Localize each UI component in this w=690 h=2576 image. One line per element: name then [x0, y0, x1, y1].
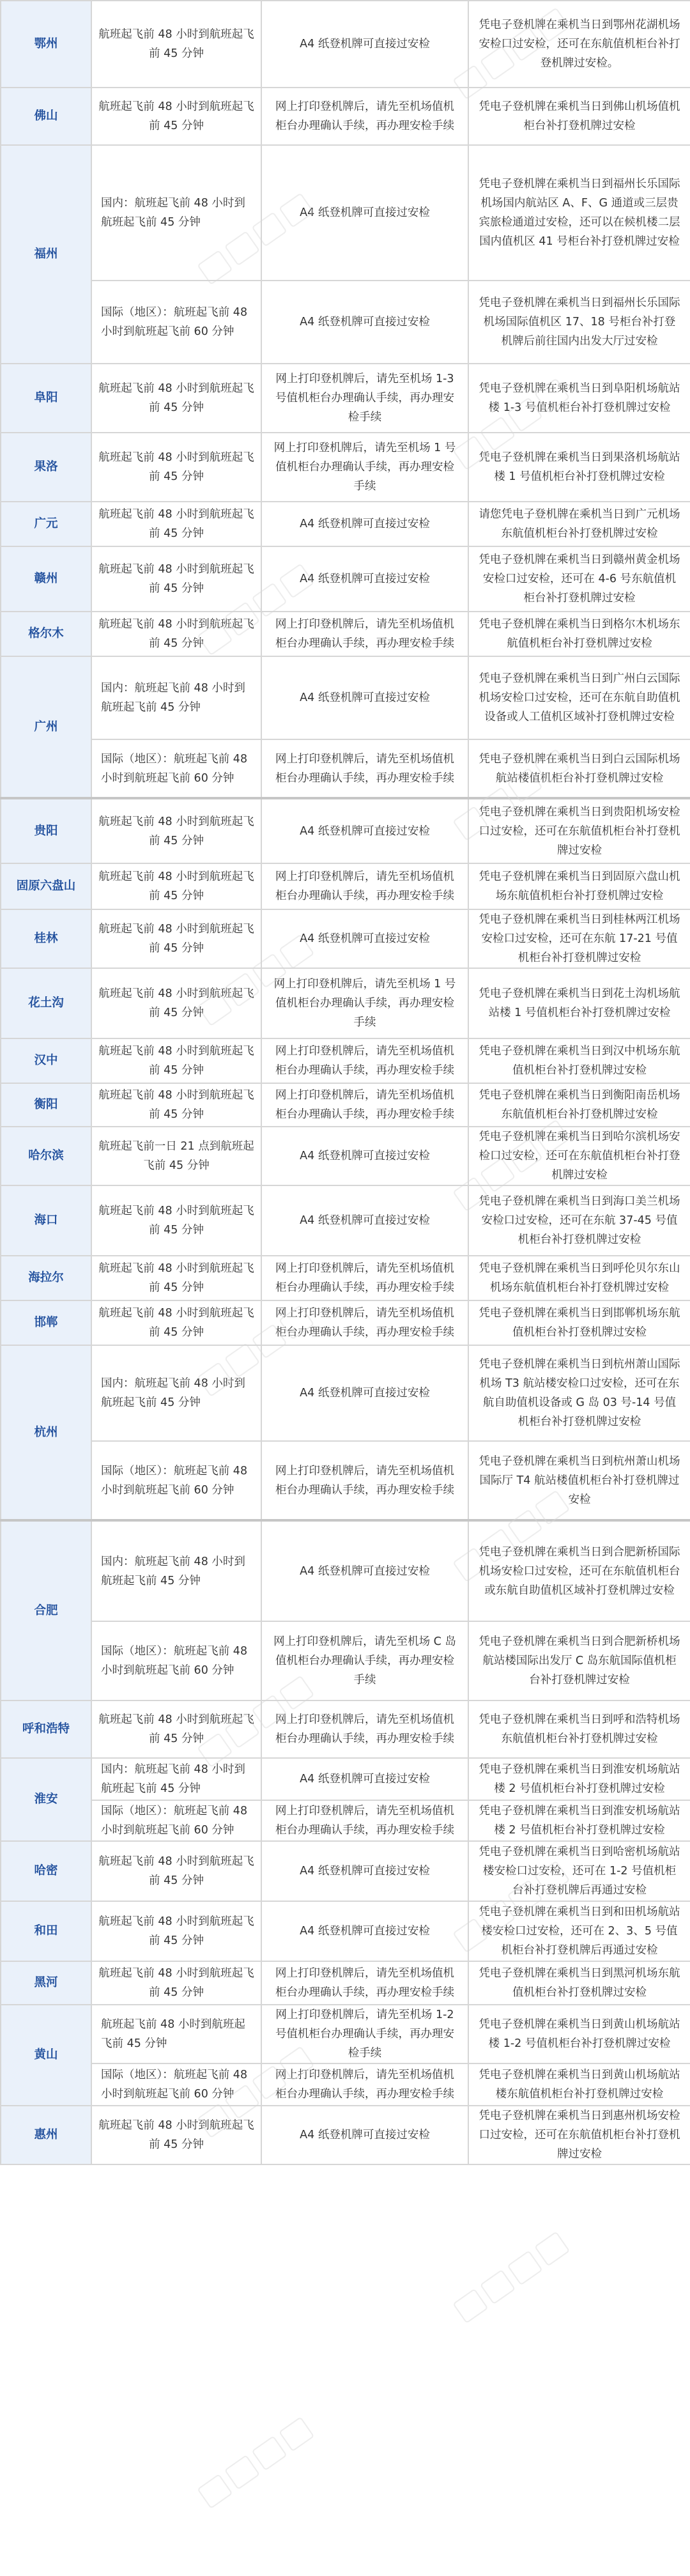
city-cell: 贵阳 [1, 798, 91, 863]
boarding-pass-rule-cell: 网上打印登机牌后，请先至机场值机柜台办理确认手续，再办理安检手续 [261, 1441, 468, 1520]
table-row [1, 502, 690, 546]
security-check-cell: 凭电子登机牌在乘机当日到果洛机场航站楼 1 号值机柜台补打登机牌过安检 [468, 433, 690, 502]
table-row [1, 1345, 690, 1441]
table-row [1, 739, 690, 798]
table-row [1, 1256, 690, 1300]
city-cell: 黄山 [1, 2005, 91, 2106]
security-check-cell: 凭电子登机牌在乘机当日到呼和浩特机场东航值机柜台补打登机牌过安检 [468, 1701, 690, 1758]
city-cell: 阜阳 [1, 364, 91, 433]
boarding-pass-rule-cell: A4 纸登机牌可直接过安检 [261, 1758, 468, 1800]
boarding-pass-rule-cell: 网上打印登机牌后，请先至机场 1-2 号值机柜台办理确认手续，再办理安检手续 [261, 2005, 468, 2063]
city-cell: 鄂州 [1, 1, 91, 88]
boarding-pass-rule-cell: A4 纸登机牌可直接过安检 [261, 1185, 468, 1256]
table-row [1, 1300, 690, 1345]
time-window-cell: 航班起飞前 48 小时到航班起飞前 45 分钟 [91, 88, 261, 145]
security-check-cell: 凭电子登机牌在乘机当日到鄂州花湖机场安检口过安检，还可在东航值机柜台补打登机牌过安检。 [468, 1, 690, 88]
boarding-pass-rule-cell: 网上打印登机牌后，请先至机场值机柜台办理确认手续，再办理安检手续 [261, 1256, 468, 1300]
boarding-pass-rule-cell: 网上打印登机牌后，请先至机场值机柜台办理确认手续，再办理安检手续 [261, 2063, 468, 2106]
city-cell: 汉中 [1, 1038, 91, 1083]
policy-table-body [1, 1, 690, 2164]
time-window-cell: 航班起飞前 48 小时到航班起飞前 45 分钟 [91, 1038, 261, 1083]
city-cell: 惠州 [1, 2106, 91, 2164]
security-check-cell: 凭电子登机牌在乘机当日到呼伦贝尔东山机场东航值机柜台补打登机牌过安检 [468, 1256, 690, 1300]
city-cell: 广元 [1, 502, 91, 546]
boarding-pass-rule-cell: A4 纸登机牌可直接过安检 [261, 1520, 468, 1621]
time-window-cell: 国际（地区）：航班起飞前 48 小时到航班起飞前 60 分钟 [91, 281, 261, 364]
boarding-pass-rule-cell: A4 纸登机牌可直接过安检 [261, 2106, 468, 2164]
table-row [1, 968, 690, 1038]
table-row [1, 909, 690, 968]
security-check-cell: 凭电子登机牌在乘机当日到惠州机场安检口过安检，还可在东航值机柜台补打登机牌过安检 [468, 2106, 690, 2164]
security-check-cell: 凭电子登机牌在乘机当日到广州白云国际机场安检口过安检，还可在东航自助值机设备或人工值机区域补打登机牌过安检 [468, 656, 690, 739]
city-cell: 和田 [1, 1901, 91, 1961]
table-row [1, 1083, 690, 1127]
time-window-cell: 航班起飞前 48 小时到航班起飞前 45 分钟 [91, 1701, 261, 1758]
time-window-cell: 国内：航班起飞前 48 小时到航班起飞前 45 分钟 [91, 656, 261, 739]
table-row [1, 1901, 690, 1961]
security-check-cell: 凭电子登机牌在乘机当日到阜阳机场航站楼 1-3 号值机柜台补打登机牌过安检 [468, 364, 690, 433]
time-window-cell: 国际（地区）：航班起飞前 48 小时到航班起飞前 60 分钟 [91, 1441, 261, 1520]
city-cell: 广州 [1, 656, 91, 798]
city-cell: 固原六盘山 [1, 863, 91, 909]
city-cell: 桂林 [1, 909, 91, 968]
time-window-cell: 国际（地区）：航班起飞前 48 小时到航班起飞前 60 分钟 [91, 1800, 261, 1841]
time-window-cell: 国际（地区）：航班起飞前 48 小时到航班起飞前 60 分钟 [91, 739, 261, 798]
security-check-cell: 凭电子登机牌在乘机当日到赣州黄金机场安检口过安检，还可在 4-6 号东航值机柜台补打登机牌过安检 [468, 546, 690, 612]
time-window-cell: 国际（地区）：航班起飞前 48 小时到航班起飞前 60 分钟 [91, 2063, 261, 2106]
table-row [1, 1127, 690, 1185]
boarding-pass-rule-cell: 网上打印登机牌后，请先至机场值机柜台办理确认手续，再办理安检手续 [261, 1038, 468, 1083]
table-row [1, 863, 690, 909]
table-row [1, 1758, 690, 1800]
table-row [1, 656, 690, 739]
table-row [1, 1800, 690, 1841]
table-row [1, 612, 690, 656]
table-row [1, 1185, 690, 1256]
boarding-pass-rule-cell: A4 纸登机牌可直接过安检 [261, 656, 468, 739]
table-row [1, 1520, 690, 1621]
security-check-cell: 凭电子登机牌在乘机当日到福州长乐国际机场国际值机区 17、18 号柜台补打登机牌后前往国内出发大厅过安检 [468, 281, 690, 364]
security-check-cell: 凭电子登机牌在乘机当日到合肥新桥机场航站楼国际出发厅 C 岛东航国际值机柜台补打登机牌过安检 [468, 1621, 690, 1701]
city-cell: 赣州 [1, 546, 91, 612]
city-cell: 海口 [1, 1185, 91, 1256]
city-cell: 花土沟 [1, 968, 91, 1038]
city-cell: 果洛 [1, 433, 91, 502]
boarding-pass-rule-cell: 网上打印登机牌后，请先至机场 1-3 号值机柜台办理确认手续，再办理安检手续 [261, 364, 468, 433]
security-check-cell: 凭电子登机牌在乘机当日到汉中机场东航值机柜台补打登机牌过安检 [468, 1038, 690, 1083]
time-window-cell: 国内：航班起飞前 48 小时到航班起飞前 45 分钟 [91, 1520, 261, 1621]
boarding-pass-rule-cell: 网上打印登机牌后，请先至机场值机柜台办理确认手续，再办理安检手续 [261, 1961, 468, 2005]
time-window-cell: 航班起飞前 48 小时到航班起飞前 45 分钟 [91, 1185, 261, 1256]
city-cell: 邯郸 [1, 1300, 91, 1345]
table-row [1, 1701, 690, 1758]
security-check-cell: 凭电子登机牌在乘机当日到杭州萧山国际机场 T3 航站楼安检口过安检，还可在东航自助值机设备或 G 岛 03 号-14 号值机柜台补打登机牌过安检 [468, 1345, 690, 1441]
boarding-pass-rule-cell: 网上打印登机牌后，请先至机场值机柜台办理确认手续，再办理安检手续 [261, 739, 468, 798]
table-row [1, 1, 690, 88]
time-window-cell: 航班起飞前 48 小时到航班起飞前 45 分钟 [91, 2106, 261, 2164]
security-check-cell: 凭电子登机牌在乘机当日到衡阳南岳机场东航值机柜台补打登机牌过安检 [468, 1083, 690, 1127]
time-window-cell: 航班起飞前 48 小时到航班起飞前 45 分钟 [91, 546, 261, 612]
boarding-pass-rule-cell: 网上打印登机牌后，请先至机场 1 号值机柜台办理确认手续，再办理安检手续 [261, 433, 468, 502]
boarding-pass-rule-cell: A4 纸登机牌可直接过安检 [261, 502, 468, 546]
city-cell: 合肥 [1, 1520, 91, 1701]
city-cell: 衡阳 [1, 1083, 91, 1127]
table-row [1, 2063, 690, 2106]
security-check-cell: 凭电子登机牌在乘机当日到白云国际机场航站楼值机柜台补打登机牌过安检 [468, 739, 690, 798]
time-window-cell: 航班起飞前 48 小时到航班起飞前 45 分钟 [91, 909, 261, 968]
security-check-cell: 凭电子登机牌在乘机当日到固原六盘山机场东航值机柜台补打登机牌过安检 [468, 863, 690, 909]
city-cell: 杭州 [1, 1345, 91, 1520]
table-row [1, 1038, 690, 1083]
city-cell: 格尔木 [1, 612, 91, 656]
table-row [1, 2106, 690, 2164]
security-check-cell: 请您凭电子登机牌在乘机当日到广元机场东航值机柜台补打登机牌过安检 [468, 502, 690, 546]
time-window-cell: 航班起飞前 48 小时到航班起飞前 45 分钟 [91, 798, 261, 863]
boarding-pass-rule-cell: A4 纸登机牌可直接过安检 [261, 1841, 468, 1901]
time-window-cell: 航班起飞前 48 小时到航班起飞前 45 分钟 [91, 968, 261, 1038]
city-cell: 福州 [1, 145, 91, 364]
security-check-cell: 凭电子登机牌在乘机当日到福州长乐国际机场国内航站区 A、F、G 通道或三层贵宾旅检通道过安检，还可以在候机楼二层国内值机区 41 号柜台补打登机牌过安检 [468, 145, 690, 281]
table-row [1, 2005, 690, 2063]
security-check-cell: 凭电子登机牌在乘机当日到哈密机场航站楼安检口过安检，还可在 1-2 号值机柜台补打登机牌后再通过安检 [468, 1841, 690, 1901]
boarding-pass-rule-cell: A4 纸登机牌可直接过安检 [261, 798, 468, 863]
security-check-cell: 凭电子登机牌在乘机当日到黑河机场东航值机柜台补打登机牌过安检 [468, 1961, 690, 2005]
security-check-cell: 凭电子登机牌在乘机当日到贵阳机场安检口过安检，还可在东航值机柜台补打登机牌过安检 [468, 798, 690, 863]
boarding-pass-rule-cell: 网上打印登机牌后，请先至机场值机柜台办理确认手续，再办理安检手续 [261, 1800, 468, 1841]
boarding-pass-rule-cell: A4 纸登机牌可直接过安检 [261, 281, 468, 364]
time-window-cell: 航班起飞前 48 小时到航班起飞前 45 分钟 [91, 863, 261, 909]
time-window-cell: 航班起飞前 48 小时到航班起飞前 45 分钟 [91, 612, 261, 656]
time-window-cell: 国际（地区）：航班起飞前 48 小时到航班起飞前 60 分钟 [91, 1621, 261, 1701]
security-check-cell: 凭电子登机牌在乘机当日到和田机场航站楼安检口过安检，还可在 2、3、5 号值机柜台补打登机牌后再通过安检 [468, 1901, 690, 1961]
city-cell: 黑河 [1, 1961, 91, 2005]
boarding-pass-rule-cell: A4 纸登机牌可直接过安检 [261, 1345, 468, 1441]
boarding-pass-rule-cell: A4 纸登机牌可直接过安检 [261, 909, 468, 968]
time-window-cell: 航班起飞前一日 21 点到航班起飞前 45 分钟 [91, 1127, 261, 1185]
security-check-cell: 凭电子登机牌在乘机当日到合肥新桥国际机场安检口过安检，还可在东航值机柜台或东航自助值机区域补打登机牌过安检 [468, 1520, 690, 1621]
boarding-pass-rule-cell: 网上打印登机牌后，请先至机场值机柜台办理确认手续，再办理安检手续 [261, 1300, 468, 1345]
table-row [1, 433, 690, 502]
watermark-mark [454, 2232, 569, 2323]
security-check-cell: 凭电子登机牌在乘机当日到黄山机场航站楼东航值机柜台补打登机牌过安检 [468, 2063, 690, 2106]
city-cell: 哈密 [1, 1841, 91, 1901]
time-window-cell: 航班起飞前 48 小时到航班起飞前 45 分钟 [91, 1841, 261, 1901]
boarding-pass-rule-cell: 网上打印登机牌后，请先至机场值机柜台办理确认手续，再办理安检手续 [261, 88, 468, 145]
table-row [1, 798, 690, 863]
time-window-cell: 国内：航班起飞前 48 小时到航班起飞前 45 分钟 [91, 1345, 261, 1441]
boarding-pass-rule-cell: A4 纸登机牌可直接过安检 [261, 546, 468, 612]
boarding-pass-rule-cell: 网上打印登机牌后，请先至机场值机柜台办理确认手续，再办理安检手续 [261, 612, 468, 656]
table-row [1, 88, 690, 145]
table-row [1, 546, 690, 612]
security-check-cell: 凭电子登机牌在乘机当日到杭州萧山机场国际厅 T4 航站楼值机柜台补打登机牌过安检 [468, 1441, 690, 1520]
security-check-cell: 凭电子登机牌在乘机当日到淮安机场航站楼 2 号值机柜台补打登机牌过安检 [468, 1758, 690, 1800]
table-row [1, 281, 690, 364]
table-row [1, 1441, 690, 1520]
boarding-pass-rule-cell: 网上打印登机牌后，请先至机场 1 号值机柜台办理确认手续，再办理安检手续 [261, 968, 468, 1038]
time-window-cell: 航班起飞前 48 小时到航班起飞前 45 分钟 [91, 1901, 261, 1961]
boarding-pass-rule-cell: 网上打印登机牌后，请先至机场值机柜台办理确认手续，再办理安检手续 [261, 1701, 468, 1758]
time-window-cell: 国内：航班起飞前 48 小时到航班起飞前 45 分钟 [91, 145, 261, 281]
time-window-cell: 国内：航班起飞前 48 小时到航班起飞前 45 分钟 [91, 1758, 261, 1800]
time-window-cell: 航班起飞前 48 小时到航班起飞前 45 分钟 [91, 1, 261, 88]
boarding-pass-rule-cell: A4 纸登机牌可直接过安检 [261, 1, 468, 88]
time-window-cell: 航班起飞前 48 小时到航班起飞前 45 分钟 [91, 2005, 261, 2063]
security-check-cell: 凭电子登机牌在乘机当日到哈尔滨机场安检口过安检，还可在东航值机柜台补打登机牌过安检 [468, 1127, 690, 1185]
security-check-cell: 凭电子登机牌在乘机当日到海口美兰机场安检口过安检，还可在东航 37-45 号值机柜台补打登机牌过安检 [468, 1185, 690, 1256]
boarding-pass-rule-cell: A4 纸登机牌可直接过安检 [261, 1901, 468, 1961]
boarding-pass-rule-cell: 网上打印登机牌后，请先至机场值机柜台办理确认手续，再办理安检手续 [261, 863, 468, 909]
watermark-mark [198, 2418, 314, 2508]
table-row [1, 1621, 690, 1701]
table-row [1, 364, 690, 433]
security-check-cell: 凭电子登机牌在乘机当日到格尔木机场东航值机柜台补打登机牌过安检 [468, 612, 690, 656]
time-window-cell: 航班起飞前 48 小时到航班起飞前 45 分钟 [91, 502, 261, 546]
boarding-pass-rule-cell: 网上打印登机牌后，请先至机场值机柜台办理确认手续，再办理安检手续 [261, 1083, 468, 1127]
city-cell: 淮安 [1, 1758, 91, 1841]
security-check-cell: 凭电子登机牌在乘机当日到黄山机场航站楼 1-2 号值机柜台补打登机牌过安检 [468, 2005, 690, 2063]
time-window-cell: 航班起飞前 48 小时到航班起飞前 45 分钟 [91, 1256, 261, 1300]
city-cell: 海拉尔 [1, 1256, 91, 1300]
city-cell: 佛山 [1, 88, 91, 145]
security-check-cell: 凭电子登机牌在乘机当日到桂林两江机场安检口过安检，还可在东航 17-21 号值机柜台补打登机牌过安检 [468, 909, 690, 968]
time-window-cell: 航班起飞前 48 小时到航班起飞前 45 分钟 [91, 1083, 261, 1127]
time-window-cell: 航班起飞前 48 小时到航班起飞前 45 分钟 [91, 1961, 261, 2005]
table-row [1, 1841, 690, 1901]
security-check-cell: 凭电子登机牌在乘机当日到佛山机场值机柜台补打登机牌过安检 [468, 88, 690, 145]
time-window-cell: 航班起飞前 48 小时到航班起飞前 45 分钟 [91, 433, 261, 502]
security-check-cell: 凭电子登机牌在乘机当日到邯郸机场东航值机柜台补打登机牌过安检 [468, 1300, 690, 1345]
time-window-cell: 航班起飞前 48 小时到航班起飞前 45 分钟 [91, 1300, 261, 1345]
boarding-pass-rule-cell: 网上打印登机牌后，请先至机场 C 岛值机柜台办理确认手续，再办理安检手续 [261, 1621, 468, 1701]
city-cell: 呼和浩特 [1, 1701, 91, 1758]
time-window-cell: 航班起飞前 48 小时到航班起飞前 45 分钟 [91, 364, 261, 433]
security-check-cell: 凭电子登机牌在乘机当日到花土沟机场航站楼 1 号值机柜台补打登机牌过安检 [468, 968, 690, 1038]
security-check-cell: 凭电子登机牌在乘机当日到淮安机场航站楼 2 号值机柜台补打登机牌过安检 [468, 1800, 690, 1841]
boarding-pass-rule-cell: A4 纸登机牌可直接过安检 [261, 145, 468, 281]
table-row [1, 1961, 690, 2005]
city-cell: 哈尔滨 [1, 1127, 91, 1185]
boarding-pass-rule-cell: A4 纸登机牌可直接过安检 [261, 1127, 468, 1185]
table-row [1, 145, 690, 281]
